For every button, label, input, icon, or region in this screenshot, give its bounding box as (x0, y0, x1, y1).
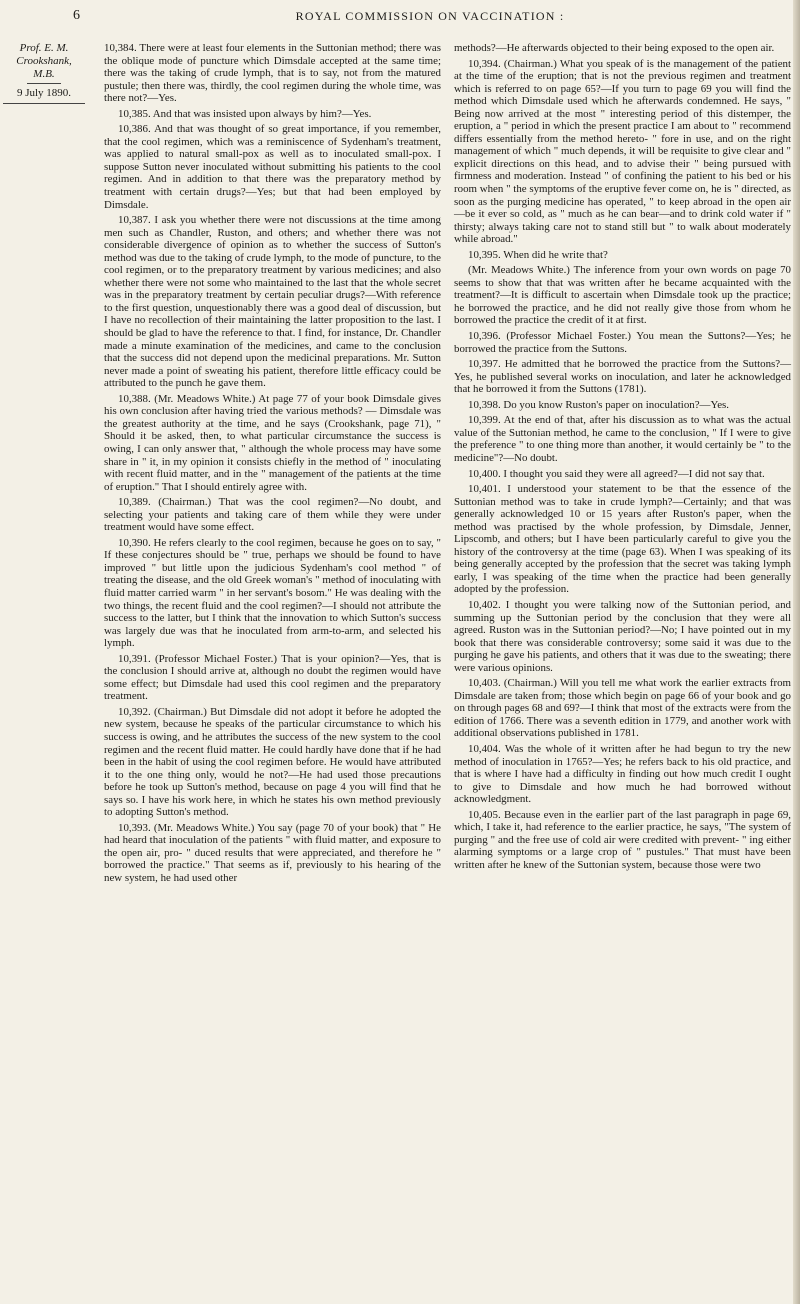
left-column-paragraph: 10,389. (Chairman.) That was the cool regimen?—No doubt, and selecting your patients and taking care of them while they were under treatment would have some effect. (104, 496, 441, 534)
left-column-paragraph: 10,385. And that was insisted upon always by him?—Yes. (118, 107, 372, 120)
book-spine-edge (793, 0, 800, 1304)
left-column-paragraph: 10,384. There were at least four elements in the Suttonian method; there was the oblique mode of puncture which Dimsdale accepted at the same time; there was the taking of crude lymph, that is to say, not from the matured pustule; then there was, thirdly, the cool regimen during the whole time, was there not?—Yes. (104, 42, 441, 105)
witness-name-line2: Crookshank, (16, 55, 72, 67)
left-column-paragraph: 10,386. And that was thought of so great importance, if you remember, that the cool regimen, which was a reminiscence of Sydenham's treatment, was applied to natural small-pox as well as to inoculated small-pox. I suppose Sutton never inoculated without submitting his patients to the cool regimen. And in addition to that there was the preparatory method by treatment with certain drugs?—Yes; but that had been employed by Dimsdale. (104, 123, 441, 211)
left-column (104, 42, 441, 888)
page-header (0, 8, 800, 30)
running-title: ROYAL COMMISSION ON VACCINATION : (295, 9, 565, 23)
left-column-paragraph: 10,390. He refers clearly to the cool regimen, because he goes on to say, " If these conjectures should be " true, perhaps we should be found to have improved " but little upon the judicious Sydenham's cool method " of treating the disease, and the old Greek woman's " method of inoculating with fluid matter carried warm " in her servant's bosom." He was dealing with the two things, the recent fluid and the cool regimen?—I should not attribute the success to the latter, but I think that the innovation to which Sutton's success was largely due was that he inoculated from arm-to-arm, and selected his lymph. (104, 536, 441, 650)
left-column-paragraph: 10,387. I ask you whether there were not discussions at the time among men such as Chandler, Ruston, and others; and whether there was not considerable divergence of opinion as to whether the success of Sutton's method was due to the taking of crude lymph, to the mode of puncture, to the cool regimen, or to the preparatory treatment by various medicines; and also whether there were not some who maintained to the last that the whole secret was in the preparatory treatment by certain peculiar drugs?—With reference to the first question, unquestionably there was a good deal of discussion, but I have no recollection of their maintaining the latter proposition to the last. I should be glad to have the reference to that. I find, for instance, Dr. Chandler made a minute examination of the medicines, and came to the conclusion that the success did not depend upon the medicinal preparations. Mr. Sutton never made a point of sweating his patient, therefore little efficacy could be attributed to the punch he gave them. (104, 214, 441, 390)
margin-rule-long (3, 103, 85, 104)
right-column-paragraph: 10,400. I thought you said they were all agreed?—I did not say that. (468, 467, 765, 480)
right-column-paragraph: (Mr. Meadows White.) The inference from your own words on page 70 seems to show that that was written after he became acquainted with the treatment?—It is difficult to ascertain when Dimsdale took up the practice; he borrowed the practice, and he did not really give those from whom he borrowed the practice the credit of it at first. (454, 264, 791, 327)
right-column-paragraph: methods?—He afterwards objected to their being exposed to the open air. (454, 42, 775, 54)
right-column-paragraph: 10,404. Was the whole of it written after he had begun to try the new method of inoculation in 1765?—Yes; he refers back to his old practice, and that is where I have had a difficulty in finding out how much credit I ought to give to Dimsdale and how much he had borrowed without acknowledgment. (454, 742, 791, 806)
right-column-paragraph: 10,395. When did he write that? (468, 248, 608, 261)
right-column-paragraph: 10,405. Because even in the earlier part of the last paragraph in page 69, which, I take it, had reference to the earlier practice, he says, "The system of purging " and the free use of cold air were credited with prevent- " ing either alarming symptoms or a large crop of " pustules." That must have been written after he knew of the Suttonian system, because those were two (454, 808, 791, 871)
hearing-date: 9 July 1890. (16, 87, 72, 99)
witness-degree: M.B. (33, 68, 55, 80)
left-column-paragraph: 10,388. (Mr. Meadows White.) At page 77 of your book Dimsdale gives his own conclusion after having tried the various methods? — Dimsdale was the greatest authority at the time, and he says (Crookshank, page 71), " Should it be asked, then, to what particular circumstance the success is owing, I can only answer that, " although the whole process may have some share in " it, in my opinion it consists chiefly in the method of " inoculating with recent fluid matter, and in the " management of the patients at the time of eruption." That I should entirely agree with. (104, 392, 441, 493)
right-column-paragraph: 10,396. (Professor Michael Foster.) You mean the Suttons?—Yes; he borrowed the practice from the Suttons. (454, 330, 791, 355)
right-column-paragraph: 10,403. (Chairman.) Will you tell me what work the earlier extracts from Dimsdale are taken from; those which begin on page 66 of your book and go on through pages 68 and 69?—I think that most of the extracts were from the edition of 1766. There was a seventh edition in 1779, and another work with additional observations published in 1781. (454, 677, 791, 740)
page-number: 6 (73, 8, 80, 23)
witness-name-line1: Prof. E. M. (19, 42, 69, 54)
margin-rule (27, 83, 61, 84)
right-column-paragraph: 10,401. I understood your statement to be that the essence of the Suttonian method was to take in crude lymph?—Certainly; and that was generally acknowledged 10 or 15 years after Ruston's paper, when the method was practised by the whole profession, by Dimsdale, Jenner, Lipscomb, and others; but I have been particularly careful to give you the history of the controversy at the time (page 63). When I was speaking of its being generally accepted by the profession that the secret was taking lymph early, I was speaking of the time when the practice had been generally adopted by the profession. (454, 483, 791, 596)
margin-note (0, 42, 88, 107)
right-column (454, 42, 791, 874)
left-column-paragraph: 10,392. (Chairman.) But Dimsdale did not adopt it before he adopted the new system, because he speaks of the particular circumstance to which his success is owing, and he attributes the success of the new system to the cool regimen and the recent fluid matter. He could hardly have done that if he had been in the habit of using the cool regimen before. He would have attributed it to the one thing only, would he not?—He had used those precautions before he took up Sutton's method, because on page 4 you will find that he says so. I have his work here, in which he states his own method previously to adopting Sutton's method. (104, 705, 441, 819)
right-column-paragraph: 10,397. He admitted that he borrowed the practice from the Suttons?—Yes, he published several works on inoculation, and later he acknowledged that he borrowed it from the Suttons (1781). (454, 358, 791, 396)
right-column-paragraph: 10,398. Do you know Ruston's paper on inoculation?—Yes. (468, 398, 730, 411)
left-column-paragraph: 10,393. (Mr. Meadows White.) You say (page 70 of your book) that " He had heard that inoculation of the patients " with fluid matter, and exposure to the open air, pro- " duced results that were appreciated, and therefore he " borrowed the practice." That seems as if, previously to his hearing of the new system, he had used other (104, 821, 441, 884)
right-column-paragraph: 10,399. At the end of that, after his discussion as to what was the actual value of the Suttonian method, he came to the conclusion, " If I were to give the preference " to one thing more than another, it would certainly be " to the medicine"?—No doubt. (454, 414, 791, 464)
right-column-paragraph: 10,402. I thought you were talking now of the Suttonian period, and summing up the Suttonian period by the conclusion that they were all agreed. Ruston was in the Suttonian period?—No; I have pointed out in my book that there was considerable controversy; some said it was due to the purging he gave his patients, and others that it was due to the sweating; there were various opinions. (454, 598, 791, 674)
left-column-paragraph: 10,391. (Professor Michael Foster.) That is your opinion?—Yes, that is the conclusion I should arrive at, although no doubt the regimen would have some effect; but Dimsdale had used this cool regimen and the preparatory treatment. (104, 652, 441, 703)
right-column-paragraph: 10,394. (Chairman.) What you speak of is the management of the patient at the time of the eruption; that is not the previous regimen and treatment which is referred to on page 65?—If you turn to page 69 you will find the method which Dimsdale used which he afterwards condemned. He says, " Being now arrived at the most " interesting period of this distemper, the eruption, a " period in which the present practice I am about to " recommend differs essentially from the method hereto- " fore in use, and on the right management of which " much depends, it will be requisite to give clear and " explicit directions on this head, and to advise their " being pursued with firmness and moderation. Instead " of confining the patient to his bed or his room when " the symptoms of the eruptive fever come on, he is " directed, as soon as the purging medicine has operated, " to keep abroad in the open air—be it ever so cold, as " much as he can bear—and to drink cold water if " thirsty; always taking care not to stand still but " to walk about moderately while abroad." (454, 57, 791, 246)
